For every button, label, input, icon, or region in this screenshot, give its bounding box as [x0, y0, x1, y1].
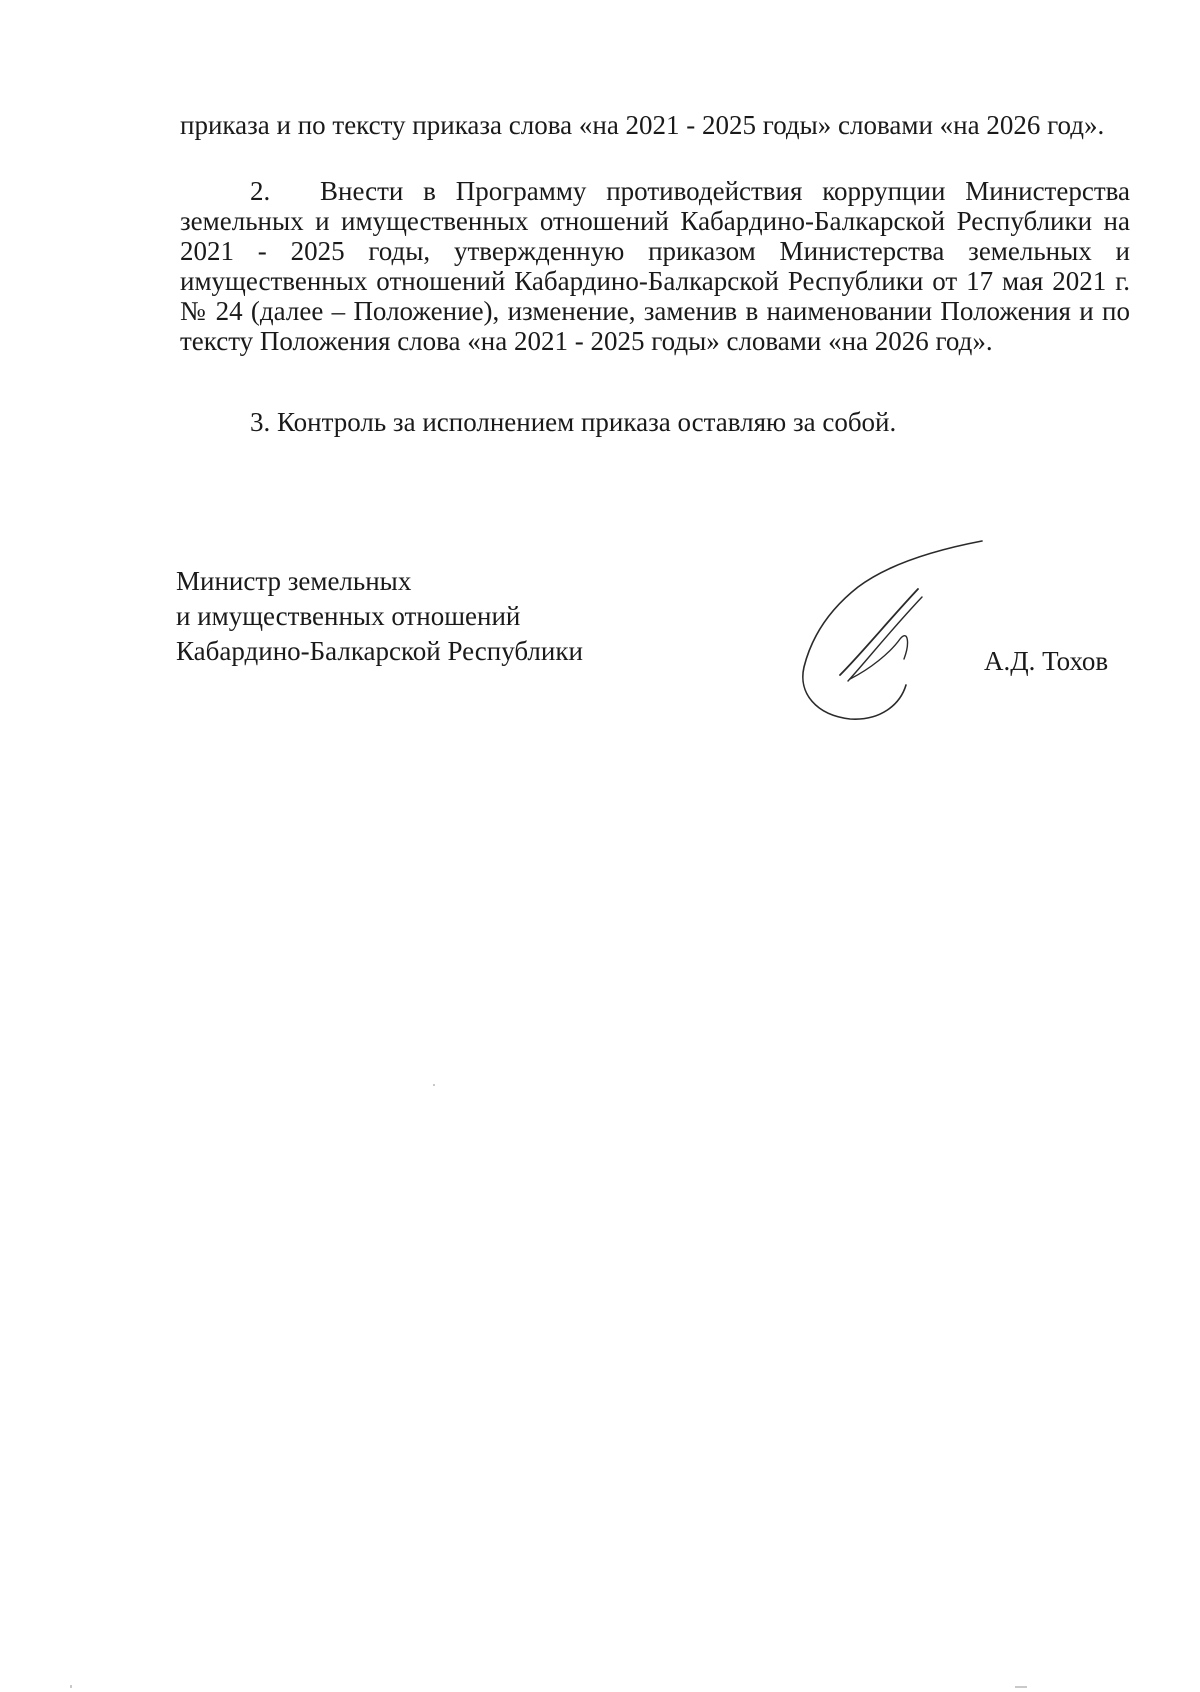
- signer-position-line-2: и имущественных отношений: [176, 601, 521, 631]
- paragraph-1: приказа и по тексту приказа слова «на 2021 - 2025 годы» словами «на 2026 год».: [180, 110, 1105, 140]
- scan-speck: [1015, 1686, 1027, 1688]
- signer-position-line-1: Министр земельных: [176, 566, 412, 596]
- paragraph-2-text: Внести в Программу противодействия коррупции Министерства земельных и имущественных отношений Кабардино-Балкарской Республики на 2021 - 2025 годы, утвержденную приказом Министерства земельных и имущественных отношений Кабардино-Балкарской Республики от 17 мая 2021 г. № 24 (далее – Положение), изменение, заменив в наименовании Положения и по тексту Положения слова «на 2021 - 2025 годы» словами «на 2026 год».: [180, 176, 1130, 356]
- paragraph-2: [180, 176, 1130, 356]
- signer-name: А.Д. Тохов: [984, 646, 1109, 676]
- paragraph-3: 3. Контроль за исполнением приказа оставляю за собой.: [250, 407, 897, 437]
- signer-position-line-3: Кабардино-Балкарской Республики: [176, 636, 583, 666]
- signer-position: [176, 564, 583, 669]
- scan-speck: [433, 1084, 435, 1086]
- handwritten-signature: [790, 535, 1000, 735]
- scan-speck: [70, 1685, 72, 1688]
- paragraph-2-number: 2.: [250, 176, 271, 206]
